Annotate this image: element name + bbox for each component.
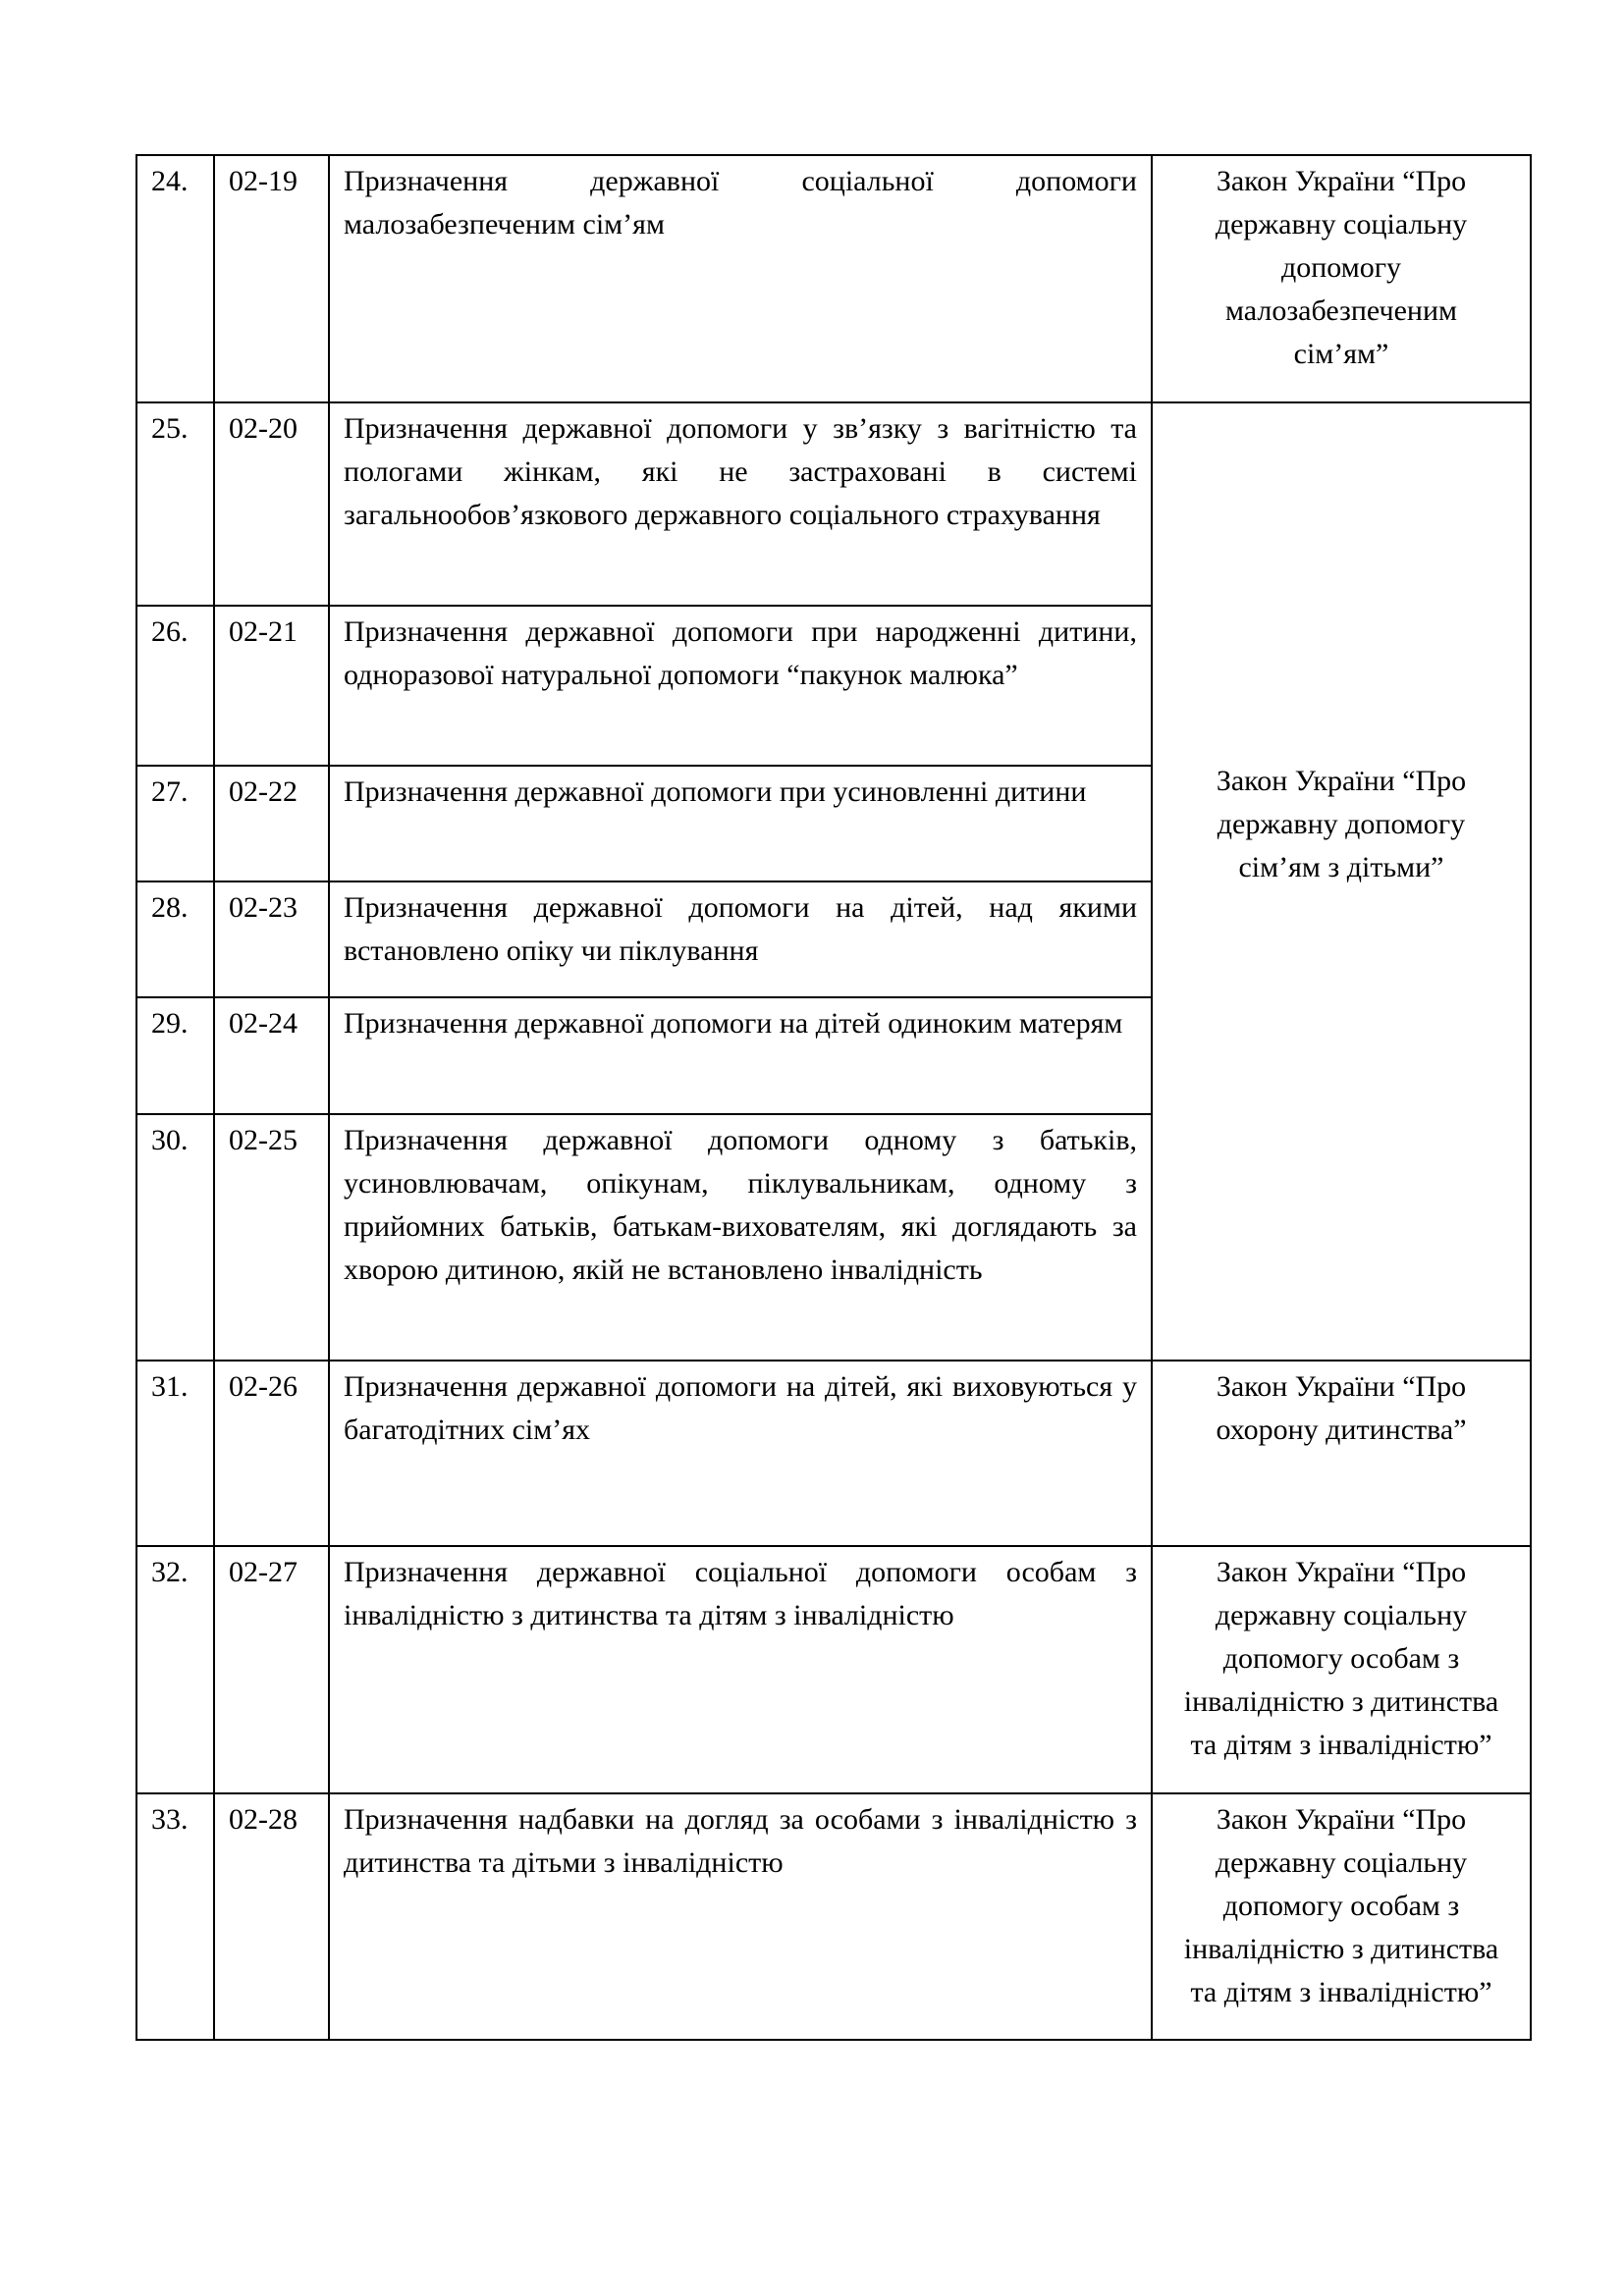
law-reference: Закон України “Про державну соціальну допомогу особам з інвалідністю з дитинства та дітям з інвалідністю” [1152, 1546, 1531, 1793]
service-code: 02-19 [214, 155, 329, 402]
service-code: 02-21 [214, 606, 329, 766]
service-name: Призначення державної соціальної допомоги особам з інвалідністю з дитинства та дітям з інвалідністю [329, 1546, 1152, 1793]
service-code: 02-20 [214, 402, 329, 606]
service-name: Призначення державної соціальної допомоги малозабезпеченим сім’ям [329, 155, 1152, 402]
row-number: 32. [136, 1546, 214, 1793]
table-row [136, 402, 1531, 606]
row-number: 26. [136, 606, 214, 766]
service-name: Призначення надбавки на догляд за особами з інвалідністю з дитинства та дітьми з інвалідністю [329, 1793, 1152, 2040]
table-row [136, 1361, 1531, 1546]
service-code: 02-25 [214, 1114, 329, 1361]
table-row [136, 1793, 1531, 2040]
law-reference: Закон України “Про охорону дитинства” [1152, 1361, 1531, 1546]
row-number: 27. [136, 766, 214, 881]
row-number: 29. [136, 997, 214, 1114]
law-reference: Закон України “Про державну допомогу сім’ям з дітьми” [1152, 402, 1531, 1361]
service-code: 02-22 [214, 766, 329, 881]
row-number: 25. [136, 402, 214, 606]
table-row [136, 1546, 1531, 1793]
service-code: 02-28 [214, 1793, 329, 2040]
service-code: 02-26 [214, 1361, 329, 1546]
row-number: 33. [136, 1793, 214, 2040]
law-reference: Закон України “Про державну соціальну допомогу особам з інвалідністю з дитинства та дітям з інвалідністю” [1152, 1793, 1531, 2040]
table-row [136, 155, 1531, 402]
service-code: 02-24 [214, 997, 329, 1114]
row-number: 28. [136, 881, 214, 997]
law-reference: Закон України “Про державну соціальну допомогу малозабезпеченим сім’ям” [1152, 155, 1531, 402]
service-code: 02-27 [214, 1546, 329, 1793]
service-name: Призначення державної допомоги при усиновленні дитини [329, 766, 1152, 881]
service-name: Призначення державної допомоги у зв’язку з вагітністю та пологами жінкам, які не застраховані в системі загальнообов’язкового державного соціального страхування [329, 402, 1152, 606]
service-name: Призначення державної допомоги на дітей, над якими встановлено опіку чи піклування [329, 881, 1152, 997]
service-name: Призначення державної допомоги на дітей одиноким матерям [329, 997, 1152, 1114]
service-name: Призначення державної допомоги при народженні дитини, одноразової натуральної допомоги “пакунок малюка” [329, 606, 1152, 766]
row-number: 31. [136, 1361, 214, 1546]
service-name: Призначення державної допомоги на дітей, які виховуються у багатодітних сім’ях [329, 1361, 1152, 1546]
services-table [135, 154, 1532, 2041]
row-number: 30. [136, 1114, 214, 1361]
row-number: 24. [136, 155, 214, 402]
service-name: Призначення державної допомоги одному з батьків, усиновлювачам, опікунам, піклувальникам, одному з прийомних батьків, батькам-вихователям, які доглядають за хворою дитиною, якій не встановлено інвалідність [329, 1114, 1152, 1361]
service-code: 02-23 [214, 881, 329, 997]
